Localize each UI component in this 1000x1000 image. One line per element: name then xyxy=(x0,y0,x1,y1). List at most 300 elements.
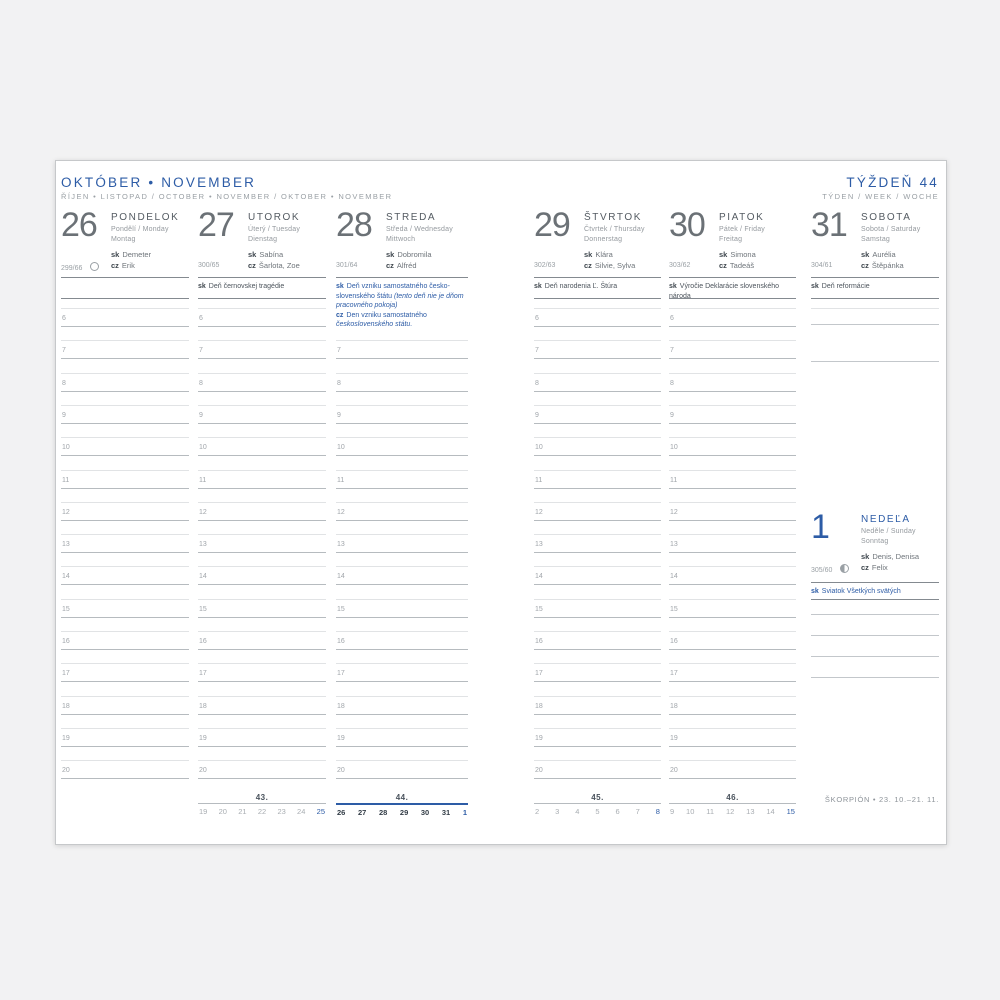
half-hour-line xyxy=(669,437,796,438)
hour-label: 16 xyxy=(199,638,207,645)
hour-line xyxy=(198,778,326,779)
hour-line xyxy=(61,358,189,359)
cz-label: cz xyxy=(111,261,119,270)
hour-slot xyxy=(61,437,189,471)
day-column-29 xyxy=(534,206,661,796)
diary-page xyxy=(55,160,947,845)
half-hour-line xyxy=(61,405,189,406)
half-hour-line xyxy=(198,340,326,341)
mini-week-label: 43. xyxy=(255,793,269,802)
hour-label: 19 xyxy=(337,734,345,742)
day-name: SOBOTA xyxy=(861,212,912,223)
hour-slot xyxy=(198,502,326,536)
mini-day: 23 xyxy=(277,807,286,816)
hour-slot xyxy=(61,534,189,568)
hour-slot xyxy=(534,728,661,762)
hour-line xyxy=(336,358,468,359)
hour-label: 15 xyxy=(535,605,543,613)
half-hour-line xyxy=(669,631,796,632)
hour-slot xyxy=(534,340,661,374)
hour-grid xyxy=(336,211,468,796)
half-hour-line xyxy=(336,696,468,697)
half-hour-line xyxy=(336,663,468,664)
hour-label: 9 xyxy=(670,411,674,419)
hour-line xyxy=(336,714,468,715)
holiday-text: Deň reformácie xyxy=(821,283,870,290)
mini-week-46 xyxy=(669,793,796,816)
hour-label: 14 xyxy=(535,573,543,581)
hour-label: 14 xyxy=(337,573,345,581)
hour-slot xyxy=(534,470,661,504)
sunday-section xyxy=(811,508,939,698)
hour-slot xyxy=(336,760,468,794)
hour-line xyxy=(336,455,468,456)
half-hour-line xyxy=(534,728,661,729)
hour-label: 18 xyxy=(62,702,70,710)
day-column-31 xyxy=(811,206,939,796)
hour-slot xyxy=(61,631,189,665)
day-columns xyxy=(56,206,946,796)
hour-line xyxy=(198,681,326,682)
hour-label: 15 xyxy=(199,605,207,613)
hour-label: 13 xyxy=(62,541,70,549)
half-hour-line xyxy=(534,437,661,438)
hour-slot xyxy=(198,437,326,471)
day-name-german: Sonntag xyxy=(861,538,889,545)
half-hour-line xyxy=(61,760,189,761)
holiday-entry xyxy=(811,587,939,597)
hour-label: 16 xyxy=(670,638,678,645)
day-number: 31 xyxy=(811,206,847,244)
hour-line xyxy=(669,552,796,553)
mini-day: 3 xyxy=(555,807,560,816)
mini-week-underline xyxy=(669,803,796,804)
writing-line xyxy=(811,361,939,362)
hour-label: 7 xyxy=(62,347,66,355)
hour-grid xyxy=(534,211,661,796)
mini-day: 7 xyxy=(635,807,640,816)
hour-label: 6 xyxy=(199,315,203,322)
day-number: 28 xyxy=(336,206,372,244)
day-of-year-value: 300/65 xyxy=(198,262,220,269)
hour-line xyxy=(669,681,796,682)
hour-label: 10 xyxy=(199,444,207,452)
half-hour-line xyxy=(336,470,468,471)
half-hour-line xyxy=(336,631,468,632)
hour-line xyxy=(336,520,468,521)
holiday-prefix: sk xyxy=(336,283,344,290)
page-title: OKTÓBER • NOVEMBER xyxy=(61,175,257,190)
hour-slot xyxy=(61,340,189,374)
name-day-cz-value: Alfréd xyxy=(396,261,417,270)
half-hour-line xyxy=(669,566,796,567)
hour-line xyxy=(669,649,796,650)
hour-slot xyxy=(336,502,468,536)
hour-line xyxy=(61,617,189,618)
half-hour-line xyxy=(669,599,796,600)
hour-line xyxy=(534,681,661,682)
hour-label: 10 xyxy=(337,444,345,452)
hour-line xyxy=(61,778,189,779)
half-hour-line xyxy=(669,696,796,697)
hour-line xyxy=(198,520,326,521)
hour-line xyxy=(61,423,189,424)
hour-line xyxy=(534,617,661,618)
hour-slot xyxy=(534,663,661,697)
hour-line xyxy=(198,358,326,359)
mini-week-days xyxy=(336,808,468,817)
cz-label: cz xyxy=(584,261,592,270)
mini-week-label: 46. xyxy=(726,793,739,802)
half-hour-line xyxy=(669,373,796,374)
hour-label: 16 xyxy=(535,638,543,645)
hour-line xyxy=(336,423,468,424)
holiday-text: Den vzniku samostatného xyxy=(346,311,427,319)
writing-line xyxy=(811,324,939,325)
name-day-cz-value: Tadeáš xyxy=(729,261,755,270)
hour-slot xyxy=(669,696,796,730)
hour-line xyxy=(534,391,661,392)
mini-day: 26 xyxy=(337,808,346,817)
mini-day: 19 xyxy=(199,807,208,816)
name-day-sk-value: Aurélia xyxy=(872,250,896,259)
day-name: ŠTVRTOK xyxy=(584,212,643,223)
writing-line xyxy=(811,656,939,657)
hour-slot xyxy=(336,566,468,600)
day-of-year-value: 303/62 xyxy=(669,262,691,269)
hour-label: 10 xyxy=(670,444,678,452)
hour-line xyxy=(336,391,468,392)
hour-line xyxy=(198,552,326,553)
hour-line xyxy=(198,423,326,424)
hour-slot xyxy=(534,308,661,342)
day-of-year-value: 304/61 xyxy=(811,262,833,269)
mini-day: 30 xyxy=(420,808,430,817)
day-number: 1 xyxy=(811,508,829,546)
name-day-sk xyxy=(861,552,919,561)
hour-label: 8 xyxy=(199,379,203,387)
half-hour-line xyxy=(534,340,661,341)
hour-line xyxy=(198,584,326,585)
hour-slot xyxy=(534,631,661,665)
mini-day: 13 xyxy=(746,807,755,816)
mini-week-days xyxy=(198,807,326,816)
day-header xyxy=(811,206,939,277)
hour-slot xyxy=(669,566,796,600)
hour-line xyxy=(61,714,189,715)
hour-slot xyxy=(198,599,326,633)
half-hour-line xyxy=(669,340,796,341)
hour-line xyxy=(61,746,189,747)
day-name-translation: Úterý / Tuesday xyxy=(248,226,301,233)
hour-line xyxy=(534,488,661,489)
hour-slot xyxy=(669,760,796,794)
holiday-text: Deň narodenia Ľ. Štúra xyxy=(544,283,618,290)
hour-line xyxy=(669,326,796,327)
hour-slot xyxy=(336,663,468,697)
holiday-prefix: sk xyxy=(811,283,819,290)
half-hour-line xyxy=(336,405,468,406)
hour-line xyxy=(534,552,661,553)
week-number-title: TÝŽDEŇ 44 xyxy=(846,175,939,190)
half-hour-line xyxy=(534,631,661,632)
name-day-cz-value: Silvie, Sylva xyxy=(594,261,636,270)
hour-label: 20 xyxy=(337,767,345,775)
hour-slot xyxy=(669,405,796,439)
hour-label: 7 xyxy=(535,347,539,355)
holiday-prefix: sk xyxy=(669,283,677,290)
hour-label: 12 xyxy=(337,508,345,516)
writing-line xyxy=(811,635,939,636)
mini-day: 1 xyxy=(462,808,467,817)
half-hour-line xyxy=(669,405,796,406)
hour-slot xyxy=(669,437,796,471)
hour-label: 20 xyxy=(670,767,678,775)
mini-day: 8 xyxy=(655,807,660,816)
half-hour-line xyxy=(198,470,326,471)
half-hour-line xyxy=(198,534,326,535)
half-hour-line xyxy=(669,502,796,503)
hour-slot xyxy=(669,502,796,536)
half-hour-line xyxy=(61,566,189,567)
hour-line xyxy=(198,617,326,618)
half-hour-line xyxy=(669,663,796,664)
hour-grid xyxy=(669,211,796,796)
day-name-german: Mittwoch xyxy=(386,236,416,243)
mini-day: 28 xyxy=(378,808,388,817)
hour-slot xyxy=(198,566,326,600)
hour-slot xyxy=(198,760,326,794)
hour-slot xyxy=(61,728,189,762)
hour-slot xyxy=(61,696,189,730)
cz-label: cz xyxy=(386,261,394,270)
half-hour-line xyxy=(61,534,189,535)
sk-label: sk xyxy=(111,250,120,259)
hour-line xyxy=(198,391,326,392)
half-hour-line xyxy=(61,437,189,438)
half-hour-line xyxy=(534,599,661,600)
mini-day: 14 xyxy=(766,807,775,816)
half-hour-line xyxy=(669,728,796,729)
last-quarter-moon-icon xyxy=(840,564,849,573)
hour-slot xyxy=(61,599,189,633)
hour-label: 7 xyxy=(337,347,341,355)
hour-slot xyxy=(198,534,326,568)
mini-week-label: 45. xyxy=(591,793,604,802)
hour-line xyxy=(669,391,796,392)
half-hour-line xyxy=(336,373,468,374)
hour-slot xyxy=(198,340,326,374)
name-day-cz-value: Erik xyxy=(121,261,135,270)
half-hour-line xyxy=(61,308,189,309)
holiday-note: československého státu. xyxy=(336,321,413,328)
hour-line xyxy=(198,714,326,715)
half-hour-line xyxy=(534,566,661,567)
hour-line xyxy=(534,326,661,327)
hour-label: 9 xyxy=(62,411,66,419)
hour-label: 17 xyxy=(670,670,678,678)
sk-label: sk xyxy=(861,250,870,259)
hour-slot xyxy=(61,470,189,504)
hour-slot xyxy=(198,696,326,730)
name-day-cz-value: Felix xyxy=(871,563,888,572)
hour-label: 18 xyxy=(670,702,678,710)
zodiac-label: ŠKORPIÓN • 23. 10.–21. 11. xyxy=(824,795,939,804)
hour-label: 7 xyxy=(199,347,203,355)
day-column-26 xyxy=(61,206,189,796)
sk-label: sk xyxy=(719,250,728,259)
hour-label: 9 xyxy=(199,411,203,419)
half-hour-line xyxy=(61,340,189,341)
hour-label: 14 xyxy=(199,573,207,581)
day-name-translation: Čtvrtek / Thursday xyxy=(584,226,645,233)
mini-day: 25 xyxy=(316,807,325,816)
hour-slot xyxy=(534,373,661,407)
hour-label: 12 xyxy=(670,508,678,516)
hour-label: 14 xyxy=(670,573,678,581)
hour-slot xyxy=(669,308,796,342)
day-number: 30 xyxy=(669,206,705,244)
half-hour-line xyxy=(669,534,796,535)
hour-line xyxy=(669,746,796,747)
hour-grid xyxy=(61,211,189,796)
name-day-sk-value: Denis, Denisa xyxy=(872,552,920,561)
day-of-year xyxy=(811,262,832,269)
cz-label: cz xyxy=(248,261,256,270)
hour-slot xyxy=(534,502,661,536)
hour-line xyxy=(534,423,661,424)
day-column-30 xyxy=(669,206,796,796)
hour-slot xyxy=(669,599,796,633)
hour-label: 17 xyxy=(62,670,70,678)
half-hour-line xyxy=(336,599,468,600)
day-name-german: Dienstag xyxy=(248,236,278,243)
day-column-27 xyxy=(198,206,326,796)
half-hour-line xyxy=(198,663,326,664)
name-day-sk-value: Sabína xyxy=(259,250,284,259)
hour-line xyxy=(61,552,189,553)
hour-slot xyxy=(534,599,661,633)
hour-line xyxy=(669,358,796,359)
hour-slot xyxy=(534,437,661,471)
hour-label: 8 xyxy=(62,379,66,387)
hour-line xyxy=(669,423,796,424)
hour-slot xyxy=(336,631,468,665)
half-hour-line xyxy=(61,728,189,729)
mini-week-43 xyxy=(198,793,326,816)
hour-label: 12 xyxy=(62,508,70,516)
hour-label: 12 xyxy=(535,508,543,516)
page-subtitle: ŘÍJEN • LISTOPAD / OCTOBER • NOVEMBER / OKTOBER • NOVEMBER xyxy=(61,192,393,201)
mini-day: 11 xyxy=(706,807,715,816)
hour-line xyxy=(336,649,468,650)
name-day-sk-value: Dobromila xyxy=(397,250,432,259)
half-hour-line xyxy=(198,696,326,697)
hour-label: 17 xyxy=(199,670,207,678)
writing-line xyxy=(811,308,939,309)
writing-line xyxy=(811,677,939,678)
hour-line xyxy=(534,649,661,650)
hour-label: 17 xyxy=(337,670,345,678)
hour-line xyxy=(669,714,796,715)
mini-week-underline xyxy=(198,803,326,804)
mini-day: 9 xyxy=(670,807,675,816)
sk-label: sk xyxy=(584,250,593,259)
day-name-german: Samstag xyxy=(861,236,891,243)
half-hour-line xyxy=(198,566,326,567)
hour-slot xyxy=(336,696,468,730)
hour-slot xyxy=(336,437,468,471)
half-hour-line xyxy=(198,437,326,438)
hour-grid xyxy=(198,211,326,796)
hour-label: 11 xyxy=(535,476,543,484)
hour-label: 15 xyxy=(337,605,345,613)
day-of-year-value: 305/60 xyxy=(811,567,833,574)
mini-day: 31 xyxy=(441,808,451,817)
day-name-translation: Středa / Wednesday xyxy=(386,226,453,233)
mini-day: 4 xyxy=(575,807,580,816)
name-day-sk xyxy=(861,250,896,259)
half-hour-line xyxy=(534,308,661,309)
hour-label: 13 xyxy=(535,541,543,549)
hour-slot xyxy=(669,373,796,407)
hour-line xyxy=(61,455,189,456)
day-name-german: Freitag xyxy=(719,236,743,243)
half-hour-line xyxy=(534,534,661,535)
sk-label: sk xyxy=(861,552,870,561)
name-day-cz xyxy=(861,261,904,270)
half-hour-line xyxy=(198,599,326,600)
hour-label: 8 xyxy=(337,379,341,387)
half-hour-line xyxy=(336,340,468,341)
name-day-sk-value: Klára xyxy=(595,250,613,259)
day-of-year-value: 301/64 xyxy=(336,262,358,269)
half-hour-line xyxy=(336,760,468,761)
day-name: NEDEĽA xyxy=(861,514,911,525)
hour-slot xyxy=(61,373,189,407)
hour-line xyxy=(534,746,661,747)
hour-label: 7 xyxy=(670,347,674,355)
hour-label: 20 xyxy=(62,767,70,775)
holiday-prefix: sk xyxy=(198,283,206,290)
mini-day: 15 xyxy=(786,807,795,816)
sk-label: sk xyxy=(248,250,257,259)
hour-slot xyxy=(336,470,468,504)
day-name-translation: Neděle / Sunday xyxy=(861,528,916,535)
hour-slot xyxy=(669,631,796,665)
half-hour-line xyxy=(61,502,189,503)
cz-label: cz xyxy=(861,563,869,572)
mini-day: 12 xyxy=(725,807,735,816)
half-hour-line xyxy=(198,405,326,406)
hour-slot xyxy=(336,728,468,762)
hour-label: 18 xyxy=(199,702,207,710)
hour-slot xyxy=(198,373,326,407)
hour-label: 18 xyxy=(337,702,345,710)
hour-line xyxy=(61,681,189,682)
hour-line xyxy=(61,520,189,521)
half-hour-line xyxy=(198,373,326,374)
half-hour-line xyxy=(669,308,796,309)
hour-label: 20 xyxy=(535,767,543,775)
half-hour-line xyxy=(534,696,661,697)
hour-label: 14 xyxy=(62,573,70,581)
hour-line xyxy=(61,584,189,585)
hour-line xyxy=(336,488,468,489)
hour-line xyxy=(669,778,796,779)
hour-slot xyxy=(534,760,661,794)
hour-slot xyxy=(61,405,189,439)
